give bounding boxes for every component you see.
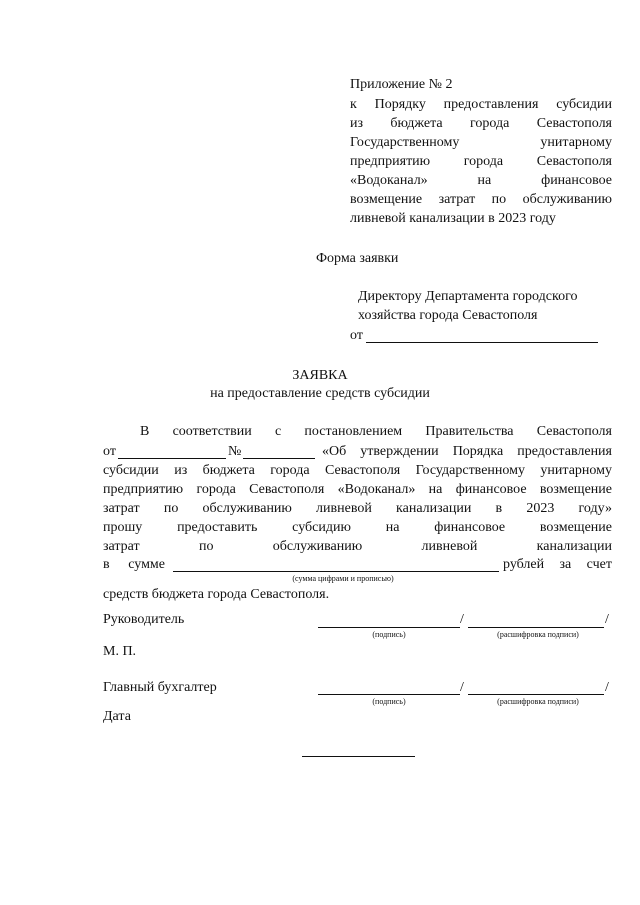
accountant-label: Главный бухгалтер	[103, 680, 217, 695]
appendix-line: «Водоканал» на финансовое	[350, 173, 612, 188]
document-title: ЗАЯВКА	[292, 368, 348, 383]
head-label: Руководитель	[103, 612, 185, 627]
body-line: «Об утверждении Порядка предоставления	[322, 444, 612, 459]
slash-separator: /	[605, 612, 609, 627]
appendix-line: предприятию города Севастополя	[350, 154, 612, 169]
appendix-line: Государственному унитарному	[350, 135, 612, 150]
appendix-line: к Порядку предоставления субсидии	[350, 97, 612, 112]
body-line: субсидии из бюджета города Севастополя Государственному унитарному	[103, 463, 612, 478]
number-sign: №	[228, 444, 242, 459]
slash-separator: /	[605, 680, 609, 695]
appendix-title: Приложение № 2	[350, 77, 453, 92]
accountant-signature-line	[318, 694, 460, 695]
from-label: от	[103, 444, 116, 459]
from-label: от	[350, 328, 363, 343]
body-line: в сумме	[103, 557, 165, 572]
signature-caption: (подпись)	[372, 697, 406, 706]
body-line: затрат по обслуживанию ливневой канализации в 2023 году»	[103, 501, 612, 516]
accountant-decoding-line	[468, 694, 604, 695]
head-signature-line	[318, 627, 460, 628]
body-line: затрат по обслуживанию ливневой канализации	[103, 539, 612, 554]
date-blank-line	[118, 458, 226, 459]
date-label: Дата	[103, 709, 131, 724]
body-line: предприятию города Севастополя «Водоканал» на финансовое возмещение	[103, 482, 612, 497]
from-blank-line	[366, 342, 598, 343]
decoding-caption: (расшифровка подписи)	[497, 697, 579, 706]
body-line: рублей за счет	[503, 557, 612, 572]
slash-separator: /	[460, 612, 464, 627]
decoding-caption: (расшифровка подписи)	[497, 630, 579, 639]
appendix-line: из бюджета города Севастополя	[350, 116, 612, 131]
appendix-line: ливневой канализации в 2023 году	[350, 211, 556, 226]
number-blank-line	[243, 458, 315, 459]
sum-caption: (сумма цифрами и прописью)	[292, 574, 394, 583]
appendix-line: возмещение затрат по обслуживанию	[350, 192, 612, 207]
closing-separator-line	[302, 756, 415, 757]
stamp-label: М. П.	[103, 644, 137, 659]
addressee-line: Директору Департамента городского	[358, 289, 578, 304]
head-decoding-line	[468, 627, 604, 628]
slash-separator: /	[460, 680, 464, 695]
addressee-line: хозяйства города Севастополя	[358, 308, 538, 323]
body-line: средств бюджета города Севастополя.	[103, 587, 330, 602]
form-label: Форма заявки	[316, 251, 399, 266]
document-subtitle: на предоставление средств субсидии	[210, 386, 430, 401]
body-line: прошу предоставить субсидию на финансовое возмещение	[103, 520, 612, 535]
signature-caption: (подпись)	[372, 630, 406, 639]
body-line: В соответствии с постановлением Правительства Севастополя	[140, 424, 612, 439]
sum-blank-line	[173, 571, 499, 572]
